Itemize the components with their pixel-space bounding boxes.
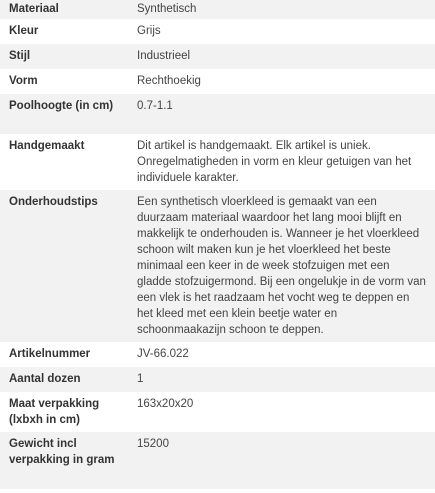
spec-row-materiaal [0, 0, 435, 19]
spec-row-onderhoudstips [0, 190, 435, 342]
spec-label: Materiaal [9, 3, 59, 15]
spec-row-maat-verpakking [0, 392, 435, 432]
spec-label: Poolhoogte (in cm) [9, 100, 114, 112]
spec-row-stijl [0, 44, 435, 69]
spec-row-artikelnummer [0, 342, 435, 367]
spec-value: Dit artikel is handgemaakt. Elk artikel is uniek. Onregelmatigheden in vorm en kleur getuigen van het individuele karakter. [137, 140, 412, 184]
spec-value: Industrieel [137, 50, 191, 62]
spec-value: 163x20x20 [137, 398, 194, 410]
spec-row-vorm [0, 69, 435, 94]
spec-row-handgemaakt [0, 134, 435, 190]
spec-label: Maat verpakking (lxbxh in cm) [9, 398, 100, 426]
spec-value: 0.7-1.1 [137, 100, 173, 112]
spec-value: 1 [137, 373, 144, 385]
spec-label: Onderhoudstips [9, 196, 98, 208]
spec-label: Stijl [9, 50, 31, 62]
spec-label: Artikelnummer [9, 348, 91, 360]
spec-label: Handgemaakt [9, 140, 85, 152]
spec-value: 15200 [137, 438, 169, 450]
spec-value: JV-66.022 [137, 348, 189, 360]
spec-row-kleur [0, 19, 435, 44]
spec-label: Kleur [9, 25, 39, 37]
spec-label: Aantal dozen [9, 373, 81, 385]
spec-value: Rechthoekig [137, 75, 201, 87]
spec-value: Een synthetisch vloerkleed is gemaakt van een duurzaam materiaal waardoor het lang mooi blijft en makkelijk te onderhouden is. Wanneer je het vloerkleed schoon wilt maken kun je het vloerkleed het beste minimaal een keer in de week stofzuigen met een gladde stofzuigermond. Bij een ongelukje in de vorm van een vlek is het raadzaam het vocht weg te deppen en het kleed met een klein beetje water en schoonmaakazijn schoon te deppen. [137, 196, 426, 336]
spec-value: Synthetisch [137, 3, 197, 15]
spec-value: Grijs [137, 25, 161, 37]
spec-row-poolhoogte [0, 94, 435, 134]
spec-row-gewicht [0, 432, 435, 489]
spec-label: Vorm [9, 75, 38, 87]
spec-row-aantal-dozen [0, 367, 435, 392]
spec-label: Gewicht incl verpakking in gram [9, 438, 115, 466]
